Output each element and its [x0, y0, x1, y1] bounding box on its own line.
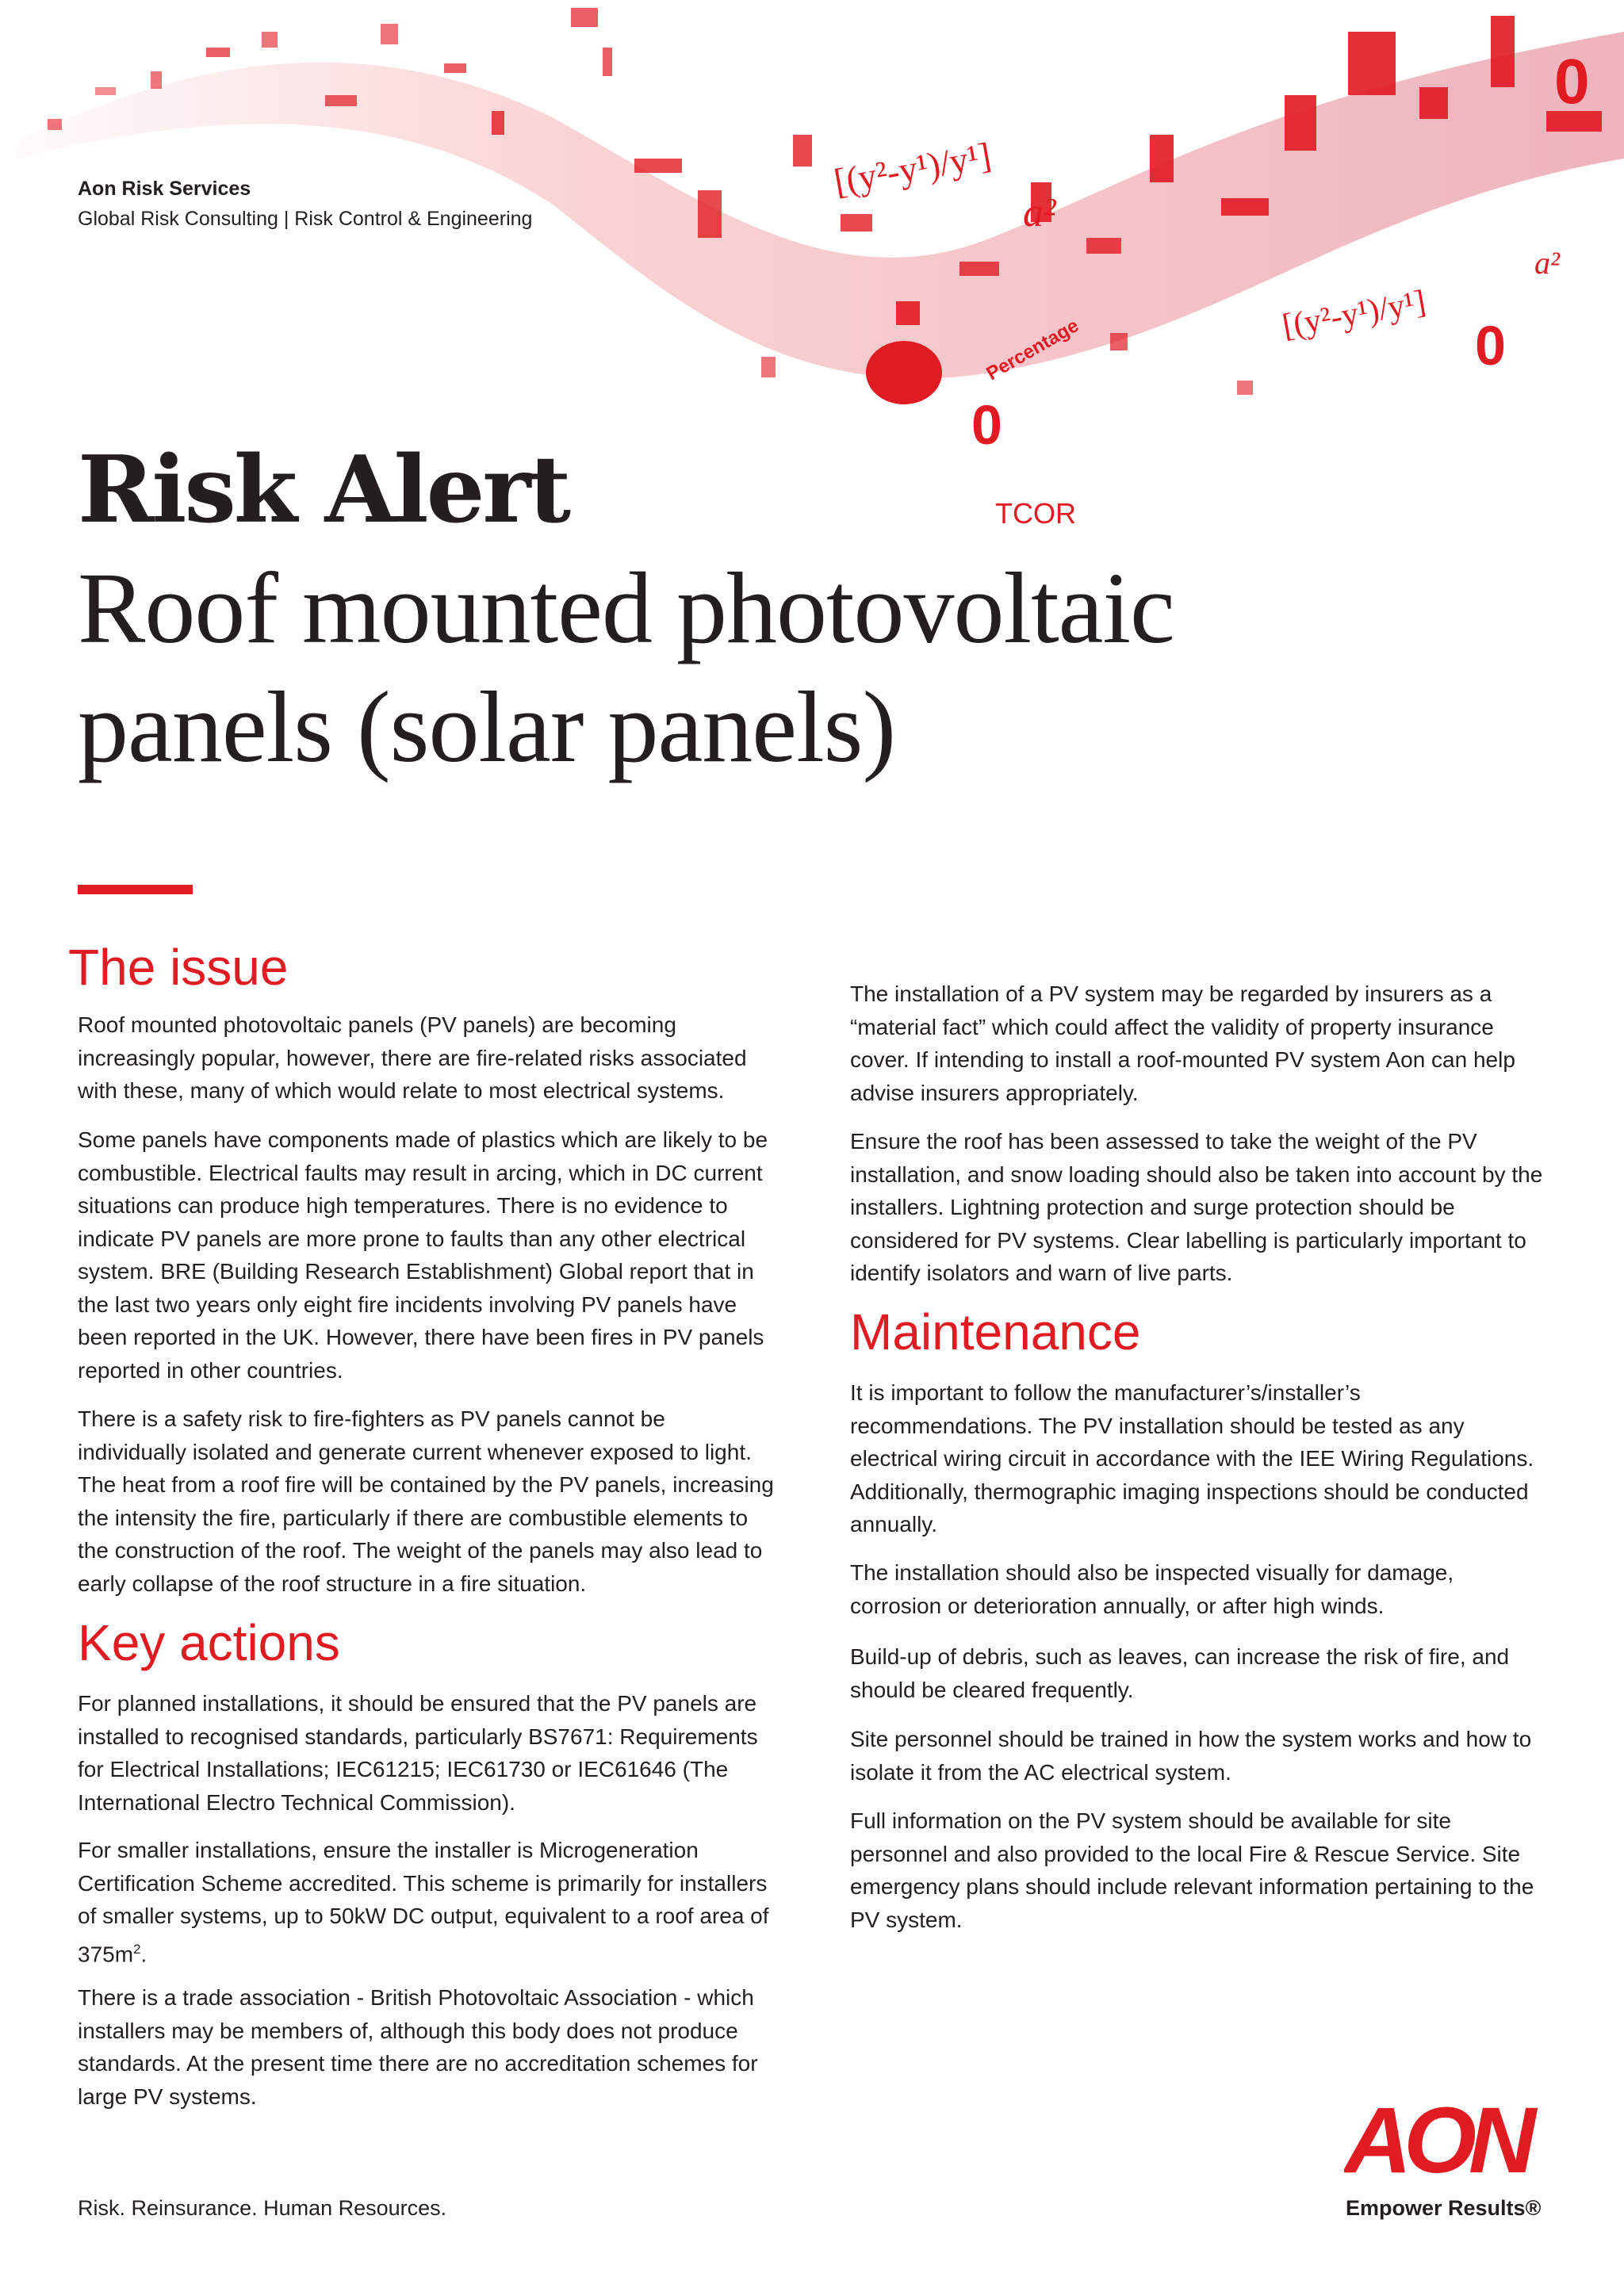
key-actions-paragraph-3: There is a trade association - British Photovoltaic Association - which installers may be members of, although this body does not produce standards. At the present time there are no accreditation schemes for large PV systems. [78, 1985, 758, 2109]
header-art-label-percentage: Percentage [982, 315, 1083, 385]
section-divider [78, 885, 193, 894]
header-art-label-zero-3: 0 [971, 394, 1002, 456]
header-art-label-formula-2: [(y²-y¹)/y¹] [1279, 283, 1429, 345]
subtitle-line-2: panels (solar panels) [78, 671, 896, 783]
issue-paragraph-1: Roof mounted photovoltaic panels (PV panels) are becoming increasingly popular, however, there are fire-related risks associated with these, many of which would relate to most electrical systems. [78, 1012, 747, 1103]
header-art-label-formula: [(y²-y¹)/y¹] [830, 134, 994, 202]
aon-logo-text: AON [1344, 2093, 1529, 2180]
key-actions-paragraph-2-end: . [140, 1941, 147, 1966]
document-title: Risk Alert [78, 436, 569, 544]
division-name: Global Risk Consulting | Risk Control & Engineering [78, 208, 533, 230]
heading-maintenance: Maintenance [850, 1303, 1141, 1360]
brand-tagline: Empower Results® [1346, 2196, 1542, 2220]
footer-tagline: Risk. Reinsurance. Human Resources. [78, 2196, 447, 2220]
header-art-label-zero-2: 0 [1554, 46, 1590, 117]
maintenance-paragraph-1: It is important to follow the manufacturer’s/installer’s recommendations. The PV installation should be tested as any electrical wiring circuit in accordance with the IEE Wiring Regulations. Additionally, thermographic imaging inspections should be conducted annually. [850, 1380, 1534, 1536]
heading-key-actions: Key actions [78, 1614, 340, 1671]
key-actions-paragraph-1: For planned installations, it should be ensured that the PV panels are installed to recognised standards, particularly BS7671: Requirements for Electrical Installations; IEC61215; IEC61730 or IEC61646 (The International Electro Technical Commission). [78, 1691, 758, 1815]
issue-paragraph-2: Some panels have components made of plastics which are likely to be combustible. Electrical faults may result in arcing, which in DC current situations can produce high temperatures. There is no evidence to indicate PV panels are more prone to faults than any other electrical system. BRE (Building Research Establishment) Global report that in the last two years only eight fire incidents involving PV panels have been reported in the UK. However, there have been fires in PV panels reported in other countries. [78, 1127, 768, 1383]
company-name: Aon Risk Services [78, 178, 251, 200]
key-actions-paragraph-2 [78, 1834, 776, 1970]
aon-logo [1344, 2093, 1550, 2180]
subtitle-line-1: Roof mounted photovoltaic [78, 552, 1174, 664]
header-art-label-zero: 0 [1475, 315, 1506, 377]
maintenance-paragraph-4: Site personnel should be trained in how the system works and how to isolate it from the AC electrical system. [850, 1727, 1532, 1785]
heading-the-issue: The issue [68, 939, 289, 996]
right-paragraph-2: Ensure the roof has been assessed to take the weight of the PV installation, and snow loading should also be taken into account by the installers. Lightning protection and surge protection should be considered for PV systems. Clear labelling is particularly important to identify isolators and warn of live parts. [850, 1129, 1543, 1285]
maintenance-paragraph-2: The installation should also be inspected visually for damage, corrosion or deterioration annually, or after high winds. [850, 1560, 1454, 1618]
header-art-label-tcor: TCOR [995, 497, 1076, 530]
maintenance-paragraph-3: Build-up of debris, such as leaves, can increase the risk of fire, and should be cleared frequently. [850, 1644, 1510, 1702]
document-subtitle [78, 549, 1426, 786]
superscript-2: 2 [133, 1941, 141, 1957]
header-art-label-a2-2: a² [1534, 245, 1560, 281]
key-actions-paragraph-2-text: For smaller installations, ensure the installer is Microgeneration Certification Scheme accredited. This scheme is primarily for installers of smaller systems, up to 50kW DC output, equivalent to a roof area of 375m [78, 1838, 769, 1966]
header-art-label-a2: a² [1023, 190, 1056, 235]
maintenance-paragraph-5: Full information on the PV system should be available for site personnel and also provided to the local Fire & Rescue Service. Site emergency plans should include relevant information pertaining to the PV system. [850, 1808, 1534, 1932]
issue-paragraph-3: There is a safety risk to fire-fighters as PV panels cannot be individually isolated and generate current whenever exposed to light. The heat from a roof fire will be contained by the PV panels, increasing the intensity the fire, particularly if there are combustible elements to the construction of the roof. The weight of the panels may also lead to early collapse of the roof structure in a fire situation. [78, 1406, 774, 1596]
right-paragraph-1: The installation of a PV system may be regarded by insurers as a “material fact” which could affect the validity of property insurance cover. If intending to install a roof-mounted PV system Aon can help advise insurers appropriately. [850, 982, 1515, 1105]
